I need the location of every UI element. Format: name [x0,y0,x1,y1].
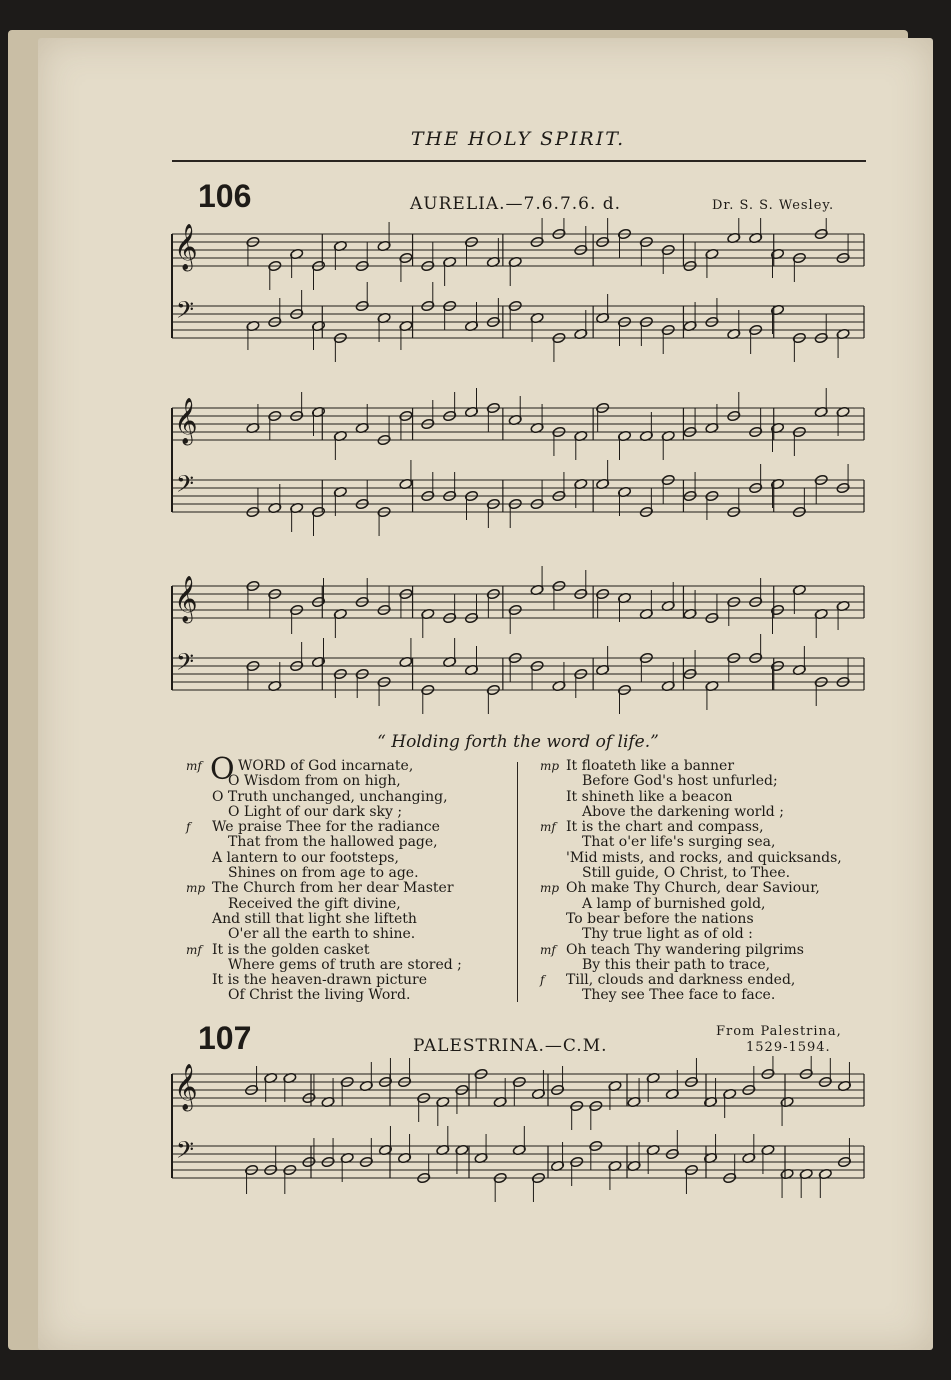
composer-106: Dr. S. S. Wesley. [712,198,835,213]
verse-text: It is the golden casket [212,941,370,958]
verse-line [540,758,896,774]
verse-line [566,912,896,927]
verse-line [186,819,512,836]
dynamic-mark: mf [540,820,556,835]
verse-text: O Wisdom from on high, [228,773,401,790]
verse-text: Oh make Thy Church, dear Saviour, [566,880,820,897]
verse-line [566,927,896,942]
dynamic-mark: f [540,973,545,988]
verse-text: The Church from her dear Master [212,880,454,897]
verse-line [566,958,896,973]
bass-clef-icon: 𝄢 [176,296,195,329]
composer-107-line2: 1529-1594. [746,1040,831,1055]
tune-name-107: PALESTRINA.—C.M. [413,1036,608,1056]
verse-text: That from the hallowed page, [228,834,438,851]
verse-line [212,851,512,866]
verse-line [212,958,512,973]
verse-line [212,988,512,1003]
verse-line [212,927,512,942]
verse-line [186,941,512,958]
bass-clef-icon: 𝄢 [176,648,195,681]
head-rule [172,160,866,162]
composer-107-line1: From Palestrina, [716,1024,842,1039]
hymn-106-music [38,218,933,738]
dynamic-mark: mp [186,881,206,896]
verse-text: To bear before the nations [566,910,754,927]
hymn-106-motto: “ Holding forth the word of life.” [377,732,659,752]
verse-text: 'Mid mists, and rocks, and quicksands, [566,849,842,866]
verse-column-left [186,752,512,1004]
verse-line [540,972,896,989]
verse-text: It is the chart and compass, [566,819,764,836]
verse-line [566,988,896,1003]
dynamic-mark: mf [186,942,202,957]
dynamic-mark: mp [540,881,560,896]
verse-line [566,897,896,912]
verse-text: Before God's host unfurled; [582,773,778,790]
hymnal-page [38,38,933,1350]
dynamic-mark: mf [186,759,202,773]
verse-line [212,805,512,820]
verse-line [212,897,512,912]
verse-text: And still that light she lifteth [212,910,417,927]
verse-line [566,835,896,850]
verse-text: O'er all the earth to shine. [228,926,416,943]
verse-text: A lamp of burnished gold, [582,895,766,912]
treble-clef-icon: 𝄞 [174,398,198,444]
verse-text: Till, clouds and darkness ended, [566,972,796,989]
verse-text: O Light of our dark sky ; [228,803,403,820]
verse-text: It shineth like a beacon [566,788,733,805]
verse-line [212,790,512,805]
verse-line [212,912,512,927]
dynamic-mark: mf [540,942,556,957]
verse-line [212,973,512,988]
column-divider [517,762,518,1002]
dynamic-mark: f [186,820,191,835]
verse-text: Thy true light as of old : [582,926,753,943]
verse-line [212,774,512,789]
treble-clef-icon: 𝄞 [174,1064,198,1110]
verse-text: O Truth unchanged, unchanging, [212,788,448,805]
verse-text: Shines on from age to age. [228,865,419,882]
verse-line [212,866,512,881]
verse-line [566,805,896,820]
verse-text: Of Christ the living Word. [228,987,411,1004]
verse-line [540,819,896,836]
tune-name-106: AURELIA.—7.6.7.6. d. [410,194,622,214]
verse-line [566,866,896,881]
bass-clef-icon: 𝄢 [176,1136,195,1169]
drop-capital: O [210,752,235,787]
verse-text: Above the darkening world ; [582,803,784,820]
verse-text: Where gems of truth are stored ; [228,956,462,973]
verse-text: Oh teach Thy wandering pilgrims [566,941,804,958]
running-head: THE HOLY SPIRIT. [410,128,626,150]
verse-text: We praise Thee for the radiance [212,819,440,836]
verse-text: It is the heaven-drawn picture [212,972,428,989]
verse-text: It floateth like a banner [566,758,735,774]
verse-line [566,774,896,789]
verse-line [540,880,896,897]
hymn-107-music [38,1056,933,1216]
verse-text: They see Thee face to face. [582,987,776,1004]
dynamic-mark: mp [540,759,560,773]
verse-line [186,880,512,897]
hymn-number-107: 107 [198,1020,252,1056]
bass-clef-icon: 𝄢 [176,470,195,503]
verse-text: That o'er life's surging sea, [582,834,776,851]
verse-column-right [540,758,896,1004]
verse-text: A lantern to our footsteps, [212,849,399,866]
verse-line [566,790,896,805]
verse-text: WORD of God incarnate, [238,758,414,774]
verse-line [566,851,896,866]
treble-clef-icon: 𝄞 [174,224,198,270]
verse-line [212,835,512,850]
treble-clef-icon: 𝄞 [174,576,198,622]
verse-line [540,941,896,958]
hymn-number-106: 106 [198,178,252,214]
verse-text: By this their path to trace, [582,956,771,973]
verse-text: Received the gift divine, [228,895,401,912]
verse-text: Still guide, O Christ, to Thee. [582,865,791,882]
